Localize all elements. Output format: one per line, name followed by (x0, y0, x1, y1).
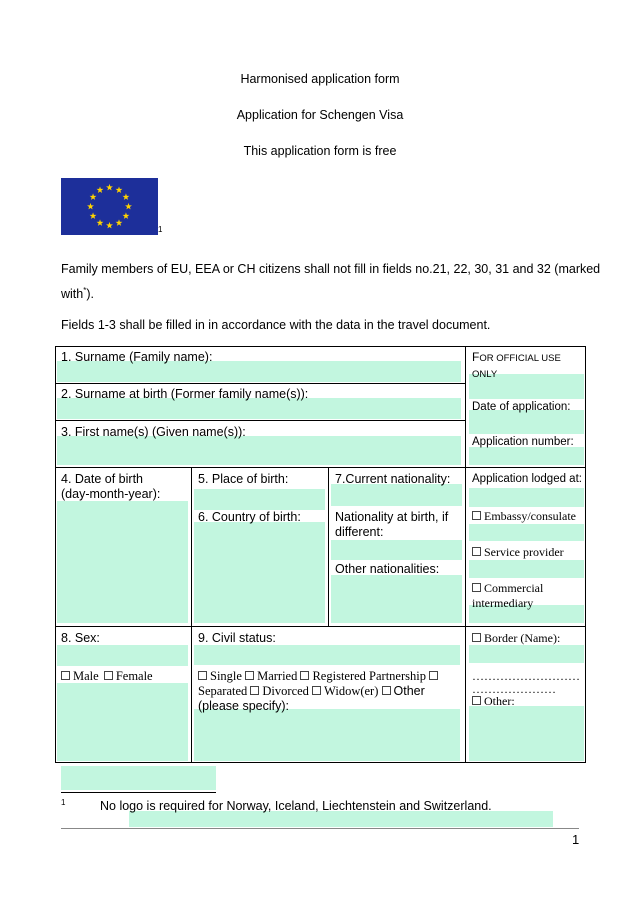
other-checkbox[interactable] (382, 686, 391, 695)
application-number-label: Application number: (472, 436, 574, 448)
table-rule (55, 420, 465, 421)
sex-field[interactable] (57, 645, 188, 666)
service-checkbox[interactable] (472, 547, 481, 556)
official-title-rest: OR OFFICIAL USE (479, 353, 561, 364)
border-label: Border (Name): (484, 631, 561, 645)
border-name-field[interactable] (469, 645, 584, 663)
footnote-text-fill (129, 811, 553, 827)
date-of-birth-field[interactable] (57, 501, 188, 623)
surname-birth-label: 2. Surname at birth (Former family name(s)): (61, 387, 309, 401)
married-checkbox[interactable] (245, 671, 254, 680)
widow-label: Widow(er) (324, 684, 379, 698)
sex-label: 8. Sex: (61, 631, 100, 645)
first-names-field[interactable] (57, 436, 461, 465)
official-other-checkbox[interactable] (472, 696, 481, 705)
country-of-birth-field[interactable] (194, 522, 325, 623)
commercial-option (472, 581, 543, 611)
other-nationalities-field[interactable] (331, 575, 462, 623)
place-of-birth-field[interactable] (194, 489, 325, 510)
table-rule (55, 383, 465, 384)
male-checkbox[interactable] (61, 671, 70, 680)
table-border-left (55, 346, 56, 763)
flag-footnote-ref: 1 (158, 225, 163, 234)
female-checkbox[interactable] (104, 671, 113, 680)
table-divider (465, 346, 466, 763)
table-border-right (585, 346, 586, 763)
male-label: Male (73, 669, 99, 683)
official-use-title (472, 350, 561, 382)
lodged-field[interactable] (469, 488, 584, 507)
table-divider (191, 467, 192, 763)
embassy-label: Embassy/consulate (484, 509, 576, 523)
date-application-label: Date of application: (472, 401, 571, 413)
other-nationalities-label: Other nationalities: (335, 562, 440, 576)
registered-checkbox[interactable] (300, 671, 309, 680)
registered-label: Registered Partnership (312, 669, 426, 683)
eu-flag-icon (61, 178, 158, 235)
intro-line-2-post: ). (86, 287, 94, 302)
commercial-label-1: Commercial (484, 581, 544, 595)
table-rule (55, 626, 586, 627)
border-option (472, 631, 560, 646)
free-notice: This application form is free (243, 144, 397, 158)
female-label: Female (115, 669, 153, 683)
embassy-field[interactable] (469, 524, 584, 541)
dob-label (61, 472, 160, 502)
surname-label: 1. Surname (Family name): (61, 350, 213, 364)
other-label: Other (393, 684, 425, 698)
embassy-option (472, 509, 576, 524)
nationality-birth-line2: different: (335, 525, 384, 539)
married-label: Married (257, 669, 298, 683)
border-dots-2: ………………… (472, 682, 556, 696)
table-rule (55, 467, 586, 468)
commercial-checkbox[interactable] (472, 583, 481, 592)
service-option (472, 545, 564, 560)
widow-checkbox[interactable] (312, 686, 321, 695)
footnote-separator (61, 792, 216, 793)
service-field[interactable] (469, 560, 584, 578)
official-title-only: ONLY (472, 369, 498, 380)
separated-label: Separated (198, 684, 248, 698)
please-specify-label: (please specify): (198, 699, 290, 713)
intro-paragraph (61, 258, 600, 305)
sex-options (61, 669, 153, 684)
footnote-fill (61, 766, 216, 790)
single-label: Single (210, 669, 242, 683)
civil-status-field[interactable] (194, 645, 460, 665)
service-label: Service provider (484, 545, 564, 559)
place-birth-label: 5. Place of birth: (198, 472, 289, 486)
civil-status-label: 9. Civil status: (198, 631, 276, 645)
fields-instruction: Fields 1-3 shall be filled in in accordance with the data in the travel document. (61, 318, 491, 332)
footnote-number: 1 (61, 798, 66, 807)
official-other-label: Other: (484, 694, 515, 708)
page-footer-rule (61, 828, 579, 829)
current-nationality-field[interactable] (331, 484, 462, 506)
nationality-at-birth-field[interactable] (331, 540, 462, 560)
intro-asterisk: * (83, 286, 87, 295)
nationality-birth-line1: Nationality at birth, if (335, 510, 449, 524)
divorced-checkbox[interactable] (250, 686, 259, 695)
intro-line-1: Family members of EU, EEA or CH citizens shall not fill in fields no.21, 22, 30, 31 and 32 (marked (61, 262, 601, 276)
intro-line-2-pre: with (61, 287, 84, 302)
footnote-text: No logo is required for Norway, Iceland, Liechtenstein and Switzerland. (100, 799, 492, 813)
border-checkbox[interactable] (472, 633, 481, 642)
commercial-label-2: intermediary (472, 596, 534, 610)
table-border-bottom (55, 762, 586, 763)
page-number: 1 (572, 832, 580, 847)
single-checkbox[interactable] (198, 671, 207, 680)
embassy-checkbox[interactable] (472, 511, 481, 520)
first-names-label: 3. First name(s) (Given name(s)): (61, 425, 246, 439)
form-title: Harmonised application form (240, 72, 400, 86)
civil-status-options (198, 669, 460, 714)
table-divider (328, 467, 329, 627)
border-dots-1: ……………………… (472, 669, 580, 683)
dob-label-line1: 4. Date of birth (61, 472, 143, 486)
sex-extra-field[interactable] (57, 683, 188, 761)
form-subtitle: Application for Schengen Visa (236, 108, 404, 122)
civil-status-other-field[interactable] (194, 709, 460, 761)
official-other-field[interactable] (469, 706, 584, 761)
country-birth-label: 6. Country of birth: (198, 510, 301, 524)
registered-trailing-box (429, 671, 438, 680)
current-nationality-label: 7.Current nationality: (335, 472, 451, 486)
official-title-f: F (472, 350, 480, 364)
official-other-option (472, 694, 515, 709)
lodged-label: Application lodged at: (472, 473, 582, 485)
divorced-label: Divorced (262, 684, 309, 698)
nationality-birth-label (335, 510, 448, 540)
table-border-top (55, 346, 586, 347)
dob-label-line2: (day-month-year): (61, 487, 161, 501)
